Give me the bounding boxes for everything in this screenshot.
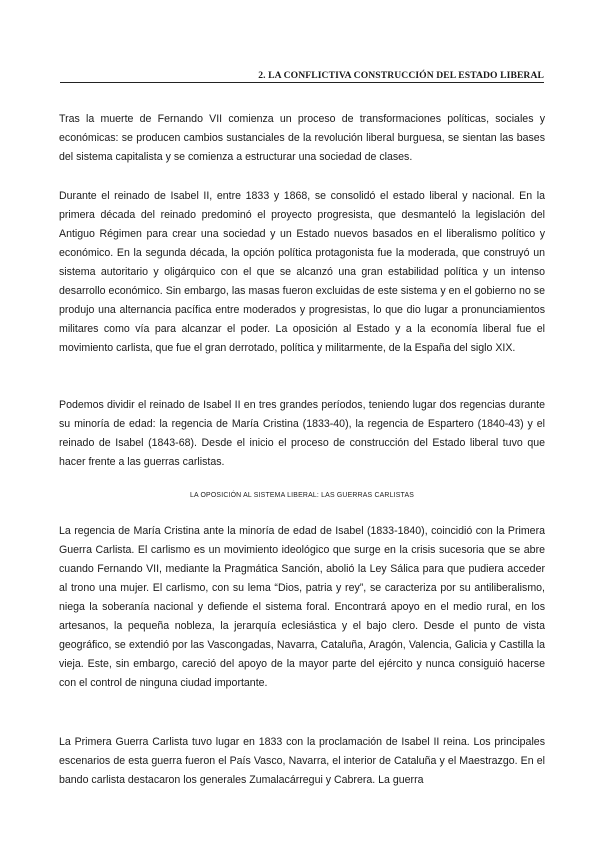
paragraph-carlism: La regencia de María Cristina ante la minoría de edad de Isabel (1833-1840), coincidió con la Primera Guerra Carlista. El carlismo es un movimiento ideológico que surge en la crisis sucesoria que se abre cuando Fernando VII, mediante la Pragmática Sanción, abolió la Ley Sálica para que pudiera acceder al trono una mujer. El carlismo, con su lema “Dios, patria y rey”, se caracteriza por su antiliberalismo, niega la soberanía nacional y defiende el sistema foral. Encontrará apoyo en el medio rural, en los artesanos, la pequeña nobleza, la jerarquía eclesiástica y el bajo clero. Desde el punto de vista geográfico, se extendió por las Vascongadas, Navarra, Cataluña, Aragón, Valencia, Galicia y Castilla la vieja. Este, sin embargo, careció del apoyo de la mayor parte del ejército y nunca consiguió hacerse con el control de ninguna ciudad importante.: [59, 525, 545, 689]
paragraph-first-carlist-war: La Primera Guerra Carlista tuvo lugar en 1833 con la proclamación de Isabel II reina. Los principales escenarios de esta guerra fueron el País Vasco, Navarra, el interior de Cataluña y el Maestrazgo. En el bando carlista destacaron los generales Zumalacárregui y Cabrera. La guerra: [59, 736, 545, 786]
paragraph-intro: Tras la muerte de Fernando VII comienza un proceso de transformaciones políticas, sociales y económicas: se producen cambios sustanciales de la revolución liberal burguesa, se sientan las bases del sistema capitalista y se comienza a estructurar una sociedad de clases.: [59, 113, 545, 163]
section-heading: LA OPOSICIÓN AL SISTEMA LIBERAL: LAS GUERRAS CARLISTAS: [189, 492, 415, 499]
paragraph-reign-overview: Durante el reinado de Isabel II, entre 1833 y 1868, se consolidó el estado liberal y nacional. En la primera década del reinado predominó el proyecto progresista, que desmanteló la legislación del Antiguo Régimen para crear una sociedad y un Estado nuevos basados en el liberalismo político y económico. En la segunda década, la opción política protagonista fue la moderada, que construyó un sistema autoritario y oligárquico con el que se alcanzó una gran estabilidad política y un intenso desarrollo económico. Sin embargo, las masas fueron excluidas de este sistema y en el gobierno no se produjo una alternancia pacífica entre moderados y progresistas, lo que dio lugar a pronunciamientos militares como vía para alcanzar el poder. La oposición al Estado y a la economía liberal fue el movimiento carlista, que fue el gran derrotado, política y militarmente, de la España del siglo XIX.: [59, 190, 545, 354]
chapter-header: 2. LA CONFLICTIVA CONSTRUCCIÓN DEL ESTADO LIBERAL: [60, 70, 544, 83]
paragraph-periods: Podemos dividir el reinado de Isabel II en tres grandes períodos, teniendo lugar dos regencias durante su minoría de edad: la regencia de María Cristina (1833-40), la regencia de Espartero (1840-43) y el reinado de Isabel (1843-68). Desde el inicio el proceso de construcción del Estado liberal tuvo que hacer frente a las guerras carlistas.: [59, 399, 545, 468]
